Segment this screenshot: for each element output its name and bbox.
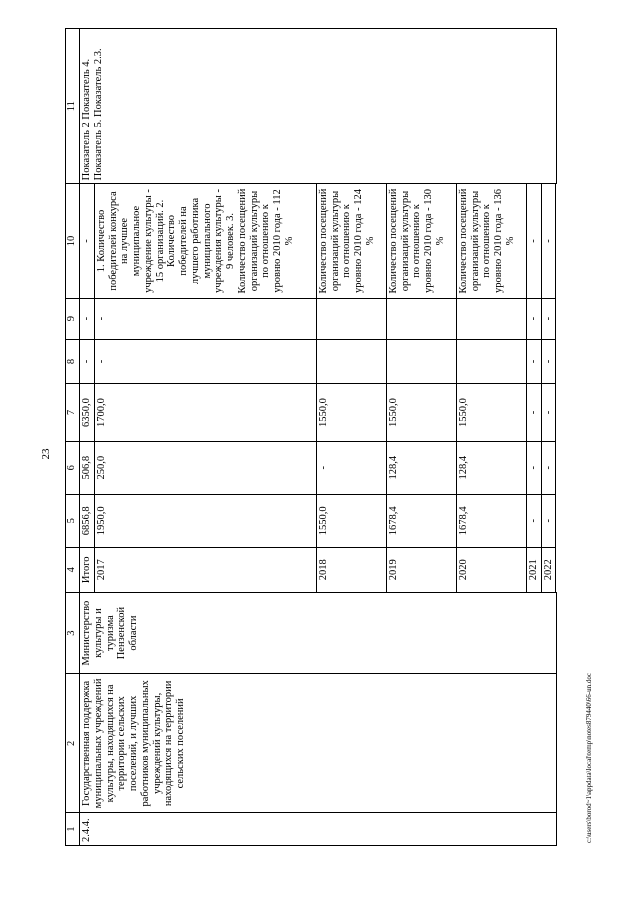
file-path-text: c:\users\borod~1\appdata\local\temp\notes879440\66-un.doc: [585, 673, 593, 843]
funding-local: [386, 339, 456, 384]
funding-federal: -: [541, 384, 556, 441]
result-indicator: 1. Количество победителей конкурса на лучшее муниципальное учреждение культуры - 15 организаций. 2. Количество победителей на лучшего работника муниципального учреждения культуры - 9 человек. 3. Количество посещений организаций культуры по отношению к уровню 2010 года - 112 %: [94, 184, 316, 298]
funding-local: -: [526, 339, 541, 384]
year-cell: Итого: [80, 547, 95, 592]
year-cell: 2018: [316, 547, 386, 592]
result-indicator: -: [541, 184, 556, 298]
funding-federal: 1550,0: [316, 384, 386, 441]
result-indicator: -: [80, 184, 95, 298]
event-executor: Министерство культуры и туризма Пензенской области: [80, 592, 557, 674]
funding-local: [456, 339, 526, 384]
funding-federal: 1700,0: [94, 384, 316, 441]
funding-federal: 1550,0: [456, 384, 526, 441]
funding-other: -: [541, 298, 556, 339]
funding-regional: 128,4: [456, 441, 526, 494]
spacer-cell: [556, 184, 557, 592]
column-number: 7: [66, 384, 80, 441]
funding-total: 1678,4: [386, 494, 456, 547]
column-number: 6: [66, 441, 80, 494]
funding-local: [316, 339, 386, 384]
event-description: Государственная поддержка муниципальных учреждений культуры, находящихся на территории сельских поселений, и лучших работников муниципальных учреждений культуры, находящихся на территории сельских поселений: [80, 674, 557, 813]
year-cell: 2019: [386, 547, 456, 592]
rotated-table-container: [65, 28, 640, 846]
funding-other: -: [526, 298, 541, 339]
funding-total: 1950,0: [94, 494, 316, 547]
page-number: 23: [40, 448, 52, 460]
program-table: [65, 28, 557, 846]
result-indicator: Количество посещений организаций культуры по отношению к уровню 2010 года - 124 %: [316, 184, 386, 298]
total-row: [80, 29, 95, 846]
funding-other: [456, 298, 526, 339]
result-indicator: Количество посещений организаций культуры по отношению к уровню 2010 года - 130 %: [386, 184, 456, 298]
funding-other: [316, 298, 386, 339]
year-cell: 2020: [456, 547, 526, 592]
funding-federal: -: [526, 384, 541, 441]
event-code: 2.4.4.: [80, 813, 557, 846]
indicator-links: Показатель 2 Показатель 4. Показатель 5. Показатель 2.3.: [80, 29, 557, 184]
funding-regional: -: [541, 441, 556, 494]
funding-total: 6856,8: [80, 494, 95, 547]
column-number: 11: [66, 29, 80, 184]
funding-regional: 250,0: [94, 441, 316, 494]
funding-other: -: [94, 298, 316, 339]
result-indicator: Количество посещений организаций культуры по отношению к уровню 2010 года - 136 %: [456, 184, 526, 298]
table-frame: [65, 28, 640, 846]
result-indicator: -: [526, 184, 541, 298]
year-cell: 2021: [526, 547, 541, 592]
funding-other: -: [80, 298, 95, 339]
column-number: 4: [66, 547, 80, 592]
funding-total: -: [541, 494, 556, 547]
column-number: 10: [66, 184, 80, 298]
funding-regional: -: [316, 441, 386, 494]
year-cell: 2022: [541, 547, 556, 592]
funding-regional: -: [526, 441, 541, 494]
column-number: 5: [66, 494, 80, 547]
funding-local: -: [80, 339, 95, 384]
funding-other: [386, 298, 456, 339]
funding-total: 1550,0: [316, 494, 386, 547]
year-cell: 2017: [94, 547, 316, 592]
funding-local: -: [94, 339, 316, 384]
funding-federal: 6350,0: [80, 384, 95, 441]
funding-regional: 128,4: [386, 441, 456, 494]
column-number: 9: [66, 298, 80, 339]
funding-regional: 506,8: [80, 441, 95, 494]
funding-local: -: [541, 339, 556, 384]
column-number: 1: [66, 813, 80, 846]
column-number: 8: [66, 339, 80, 384]
file-path-footer: [585, 673, 593, 851]
funding-total: -: [526, 494, 541, 547]
column-number: 2: [66, 674, 80, 813]
funding-total: 1678,4: [456, 494, 526, 547]
column-number: 3: [66, 592, 80, 674]
funding-federal: 1550,0: [386, 384, 456, 441]
column-number-row: [66, 29, 80, 846]
